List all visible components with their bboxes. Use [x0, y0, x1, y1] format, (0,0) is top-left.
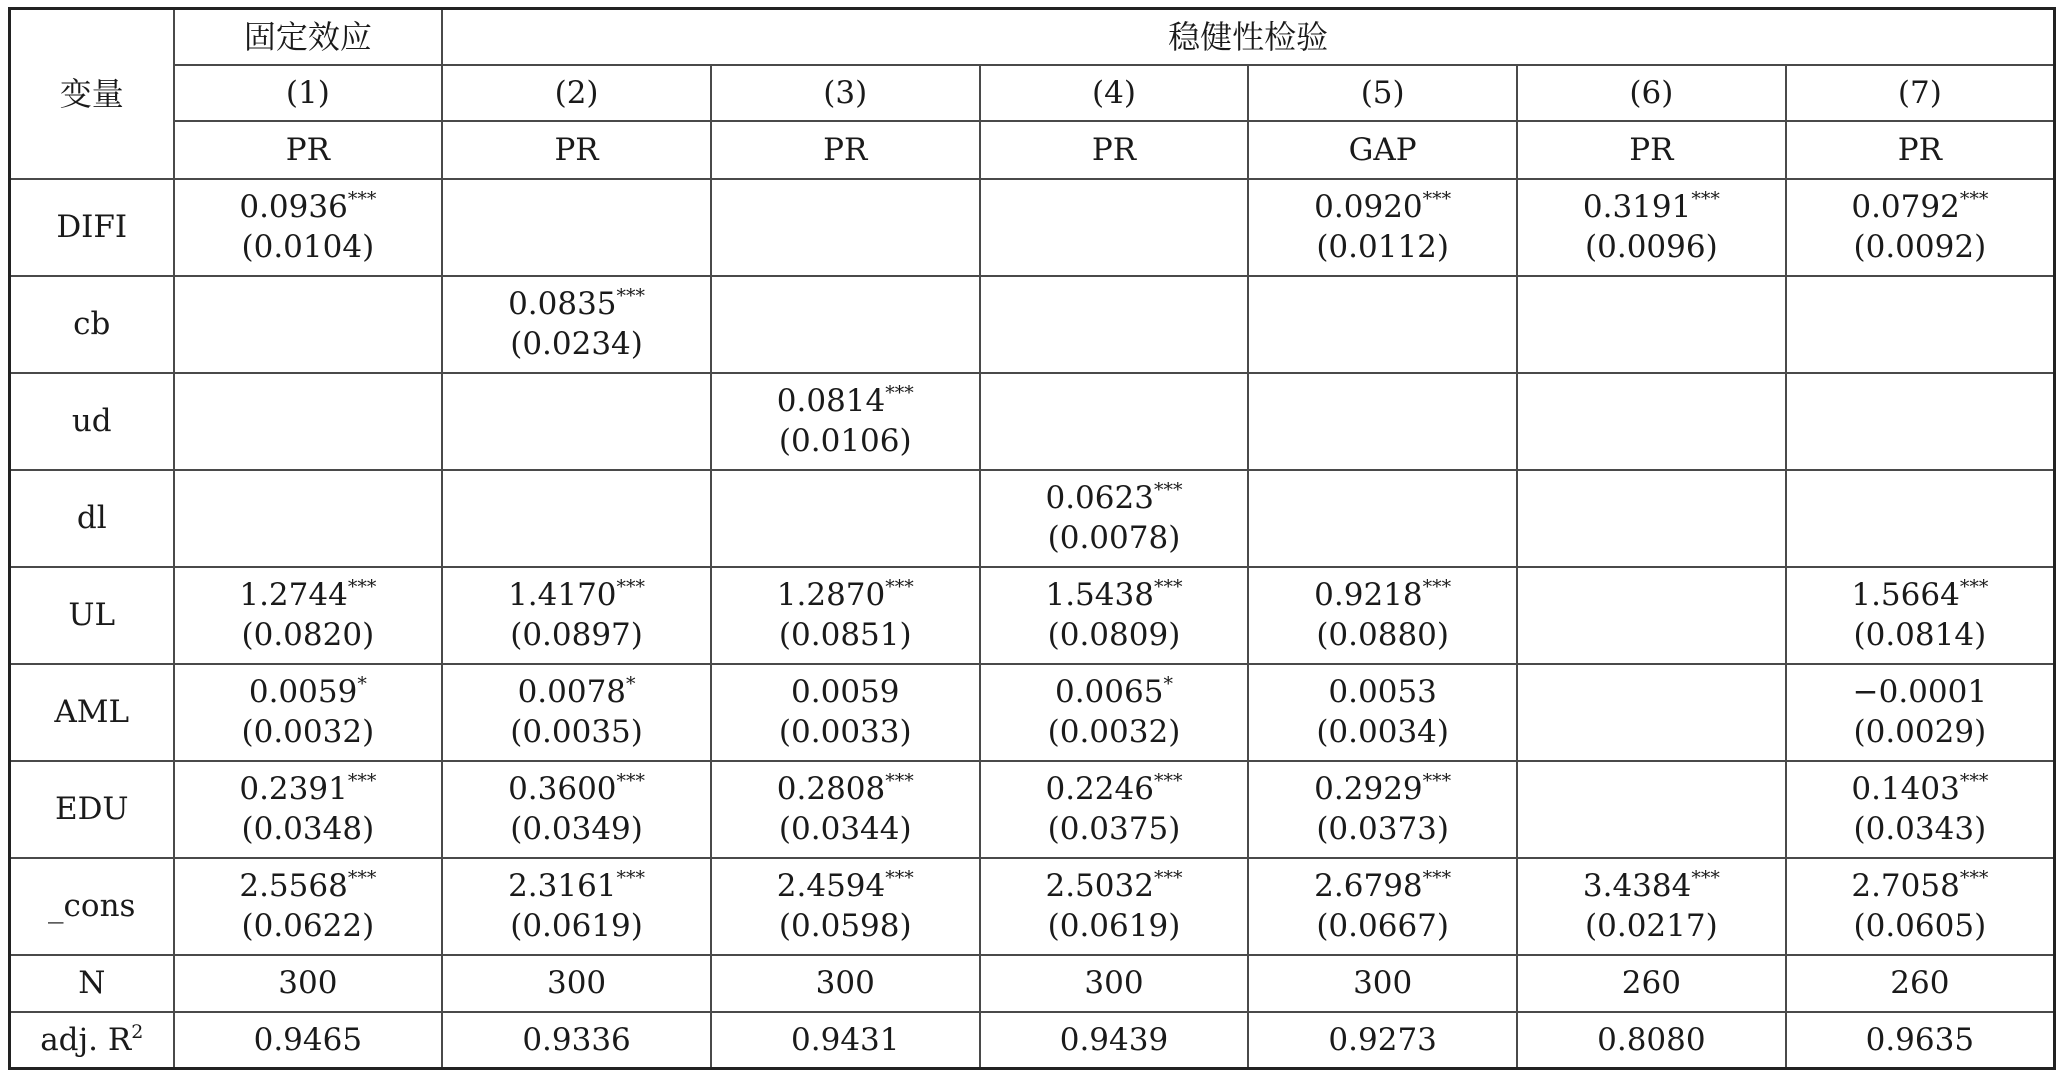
coefficient-line — [175, 575, 442, 615]
standard-error: (0.0622) — [241, 908, 375, 944]
significance-stars: *** — [885, 867, 914, 889]
variable-row — [10, 179, 2055, 276]
coefficient-cell — [980, 567, 1249, 664]
adj-r2-value: 0.9439 — [980, 1012, 1249, 1069]
coefficient-value: 2.7058 — [1851, 868, 1960, 904]
coefficient-cell — [442, 664, 711, 761]
coefficient-value: −0.0001 — [1852, 674, 1988, 710]
variable-header: 变量 — [10, 9, 174, 179]
variable-name: EDU — [10, 761, 174, 858]
coefficient-cell — [174, 373, 443, 470]
observations-row — [10, 955, 2055, 1012]
significance-stars: *** — [1422, 576, 1452, 598]
standard-error: (0.0104) — [241, 229, 375, 265]
standard-error: (0.0112) — [1316, 229, 1449, 265]
significance-stars: *** — [1153, 479, 1183, 501]
significance-stars: *** — [616, 867, 646, 889]
standard-error: (0.0880) — [1316, 617, 1449, 653]
observations-value: 300 — [980, 955, 1249, 1012]
group-header-robustness: 稳健性检验 — [442, 9, 2054, 65]
coefficient-line — [712, 769, 979, 809]
significance-stars: * — [626, 673, 636, 695]
coefficient-cell — [711, 373, 980, 470]
coefficient-value: 0.0065 — [1054, 674, 1164, 710]
adj-r2-superscript: 2 — [131, 1020, 144, 1043]
column-number: (7) — [1786, 65, 2055, 121]
adj-r2-value: 0.9273 — [1248, 1012, 1517, 1069]
significance-stars: *** — [885, 382, 914, 404]
header-row-groups — [10, 9, 2055, 65]
coefficient-cell — [1517, 179, 1786, 276]
coefficient-value: 0.0936 — [239, 189, 348, 225]
coefficient-cell — [442, 761, 711, 858]
variable-row — [10, 276, 2055, 373]
coefficient-line — [443, 575, 710, 615]
coefficient-cell — [711, 179, 980, 276]
coefficient-cell — [442, 567, 711, 664]
standard-error: (0.0598) — [778, 908, 912, 944]
row-label-n: N — [10, 955, 174, 1012]
standard-error: (0.0375) — [1047, 811, 1181, 847]
coefficient-value: 2.4594 — [776, 868, 886, 904]
standard-error: (0.0619) — [510, 908, 643, 944]
standard-error: (0.0092) — [1853, 229, 1987, 265]
adj-r2-row — [10, 1012, 2055, 1069]
coefficient-line — [443, 672, 710, 712]
coefficient-cell — [174, 567, 443, 664]
coefficient-cell — [1248, 567, 1517, 664]
coefficient-cell — [1517, 858, 1786, 955]
coefficient-cell — [1517, 276, 1786, 373]
coefficient-cell — [980, 664, 1249, 761]
observations-value: 300 — [711, 955, 980, 1012]
coefficient-cell — [711, 276, 980, 373]
standard-error: (0.0349) — [510, 811, 643, 847]
variable-name: dl — [10, 470, 174, 567]
coefficient-line — [1787, 769, 2053, 809]
significance-stars: *** — [616, 576, 646, 598]
variable-row — [10, 858, 2055, 955]
coefficient-value: 1.2744 — [239, 577, 348, 613]
coefficient-cell — [1248, 761, 1517, 858]
dependent-variable: PR — [711, 121, 980, 179]
standard-error: (0.0605) — [1853, 908, 1987, 944]
standard-error: (0.0035) — [510, 714, 643, 750]
column-number: (5) — [1248, 65, 1517, 121]
coefficient-value: 2.3161 — [508, 868, 617, 904]
coefficient-line — [1518, 866, 1785, 906]
significance-stars: *** — [1691, 867, 1720, 889]
coefficient-line — [981, 575, 1248, 615]
coefficient-line — [1518, 187, 1785, 227]
coefficient-line — [443, 866, 710, 906]
coefficient-value: 0.1403 — [1851, 771, 1960, 807]
variable-name: UL — [10, 567, 174, 664]
coefficient-cell — [711, 664, 980, 761]
adj-r2-value: 0.8080 — [1517, 1012, 1786, 1069]
significance-stars: *** — [1422, 770, 1452, 792]
coefficient-line — [712, 866, 979, 906]
significance-stars: * — [357, 673, 367, 695]
variable-row — [10, 567, 2055, 664]
significance-stars: *** — [1959, 770, 1989, 792]
coefficient-line — [1249, 187, 1516, 227]
variable-row — [10, 470, 2055, 567]
coefficient-line — [1787, 866, 2053, 906]
column-number: (2) — [442, 65, 711, 121]
adj-r2-value: 0.9431 — [711, 1012, 980, 1069]
coefficient-value: 2.5032 — [1045, 868, 1154, 904]
standard-error: (0.0619) — [1047, 908, 1181, 944]
significance-stars: *** — [347, 188, 377, 210]
coefficient-cell — [980, 373, 1249, 470]
coefficient-value: 0.3600 — [508, 771, 617, 807]
coefficient-cell — [1517, 470, 1786, 567]
significance-stars: *** — [1959, 867, 1989, 889]
coefficient-line — [1787, 187, 2053, 227]
column-number: (3) — [711, 65, 980, 121]
coefficient-cell — [980, 761, 1249, 858]
coefficient-cell — [174, 179, 443, 276]
coefficient-line — [1787, 672, 2053, 712]
significance-stars: *** — [1153, 576, 1183, 598]
coefficient-cell — [1786, 761, 2055, 858]
significance-stars: *** — [1959, 188, 1989, 210]
standard-error: (0.0809) — [1047, 617, 1181, 653]
coefficient-value: 0.0059 — [248, 674, 358, 710]
coefficient-line — [1249, 672, 1516, 712]
dependent-variable: PR — [442, 121, 711, 179]
coefficient-cell — [1786, 567, 2055, 664]
standard-error: (0.0029) — [1853, 714, 1987, 750]
coefficient-value: 2.6798 — [1314, 868, 1423, 904]
coefficient-cell — [442, 179, 711, 276]
coefficient-cell — [1786, 373, 2055, 470]
coefficient-cell — [1248, 179, 1517, 276]
adj-r2-value: 0.9465 — [174, 1012, 443, 1069]
significance-stars: *** — [347, 867, 377, 889]
coefficient-line — [981, 672, 1248, 712]
coefficient-value: 1.5664 — [1851, 577, 1960, 613]
coefficient-value: 0.0792 — [1851, 189, 1960, 225]
significance-stars: *** — [1959, 576, 1989, 598]
coefficient-cell — [442, 373, 711, 470]
dependent-variable: PR — [980, 121, 1249, 179]
coefficient-cell — [1248, 858, 1517, 955]
variable-name: _cons — [10, 858, 174, 955]
coefficient-cell — [1786, 276, 2055, 373]
variable-row — [10, 664, 2055, 761]
coefficient-cell — [174, 664, 443, 761]
coefficient-value: 0.0623 — [1045, 480, 1154, 516]
header-row-columns — [10, 65, 2055, 121]
coefficient-cell — [980, 179, 1249, 276]
coefficient-line — [175, 866, 442, 906]
coefficient-cell — [1517, 567, 1786, 664]
coefficient-cell — [174, 276, 443, 373]
coefficient-cell — [711, 470, 980, 567]
standard-error: (0.0348) — [241, 811, 375, 847]
significance-stars: * — [1163, 673, 1173, 695]
standard-error: (0.0033) — [778, 714, 912, 750]
coefficient-cell — [711, 567, 980, 664]
observations-value: 300 — [1248, 955, 1517, 1012]
coefficient-value: 0.0059 — [791, 674, 900, 710]
coefficient-line — [981, 769, 1248, 809]
coefficient-cell — [442, 276, 711, 373]
standard-error: (0.0820) — [241, 617, 375, 653]
coefficient-line — [981, 478, 1248, 518]
standard-error: (0.0897) — [510, 617, 643, 653]
coefficient-cell — [711, 761, 980, 858]
coefficient-line — [443, 284, 710, 324]
dependent-variable: PR — [1517, 121, 1786, 179]
standard-error: (0.0344) — [778, 811, 912, 847]
standard-error: (0.0343) — [1853, 811, 1987, 847]
coefficient-line — [175, 672, 442, 712]
coefficient-cell — [1786, 470, 2055, 567]
adj-r2-value: 0.9635 — [1786, 1012, 2055, 1069]
significance-stars: *** — [1691, 188, 1720, 210]
coefficient-cell — [174, 470, 443, 567]
coefficient-value: 0.2246 — [1045, 771, 1154, 807]
standard-error: (0.0234) — [510, 326, 643, 362]
coefficient-cell — [1517, 761, 1786, 858]
coefficient-value: 0.0078 — [517, 674, 627, 710]
coefficient-cell — [174, 761, 443, 858]
coefficient-value: 0.0920 — [1314, 189, 1423, 225]
group-header-fixed-effects: 固定效应 — [174, 9, 443, 65]
coefficient-cell — [1248, 373, 1517, 470]
coefficient-line — [175, 769, 442, 809]
column-number: (4) — [980, 65, 1249, 121]
coefficient-value: 0.0835 — [508, 286, 617, 322]
variable-row — [10, 761, 2055, 858]
coefficient-line — [981, 866, 1248, 906]
observations-value: 260 — [1786, 955, 2055, 1012]
column-number: (1) — [174, 65, 443, 121]
variable-name: AML — [10, 664, 174, 761]
coefficient-value: 1.2870 — [776, 577, 886, 613]
significance-stars: *** — [616, 285, 646, 307]
coefficient-cell — [1517, 664, 1786, 761]
coefficient-value: 0.2391 — [239, 771, 348, 807]
dependent-variable: GAP — [1248, 121, 1517, 179]
coefficient-cell — [980, 858, 1249, 955]
coefficient-value: 0.2929 — [1314, 771, 1423, 807]
variable-name: DIFI — [10, 179, 174, 276]
coefficient-line — [712, 381, 979, 421]
coefficient-value: 0.2808 — [776, 771, 886, 807]
coefficient-cell — [1248, 276, 1517, 373]
standard-error: (0.0667) — [1316, 908, 1449, 944]
variable-name: ud — [10, 373, 174, 470]
observations-value: 300 — [442, 955, 711, 1012]
significance-stars: *** — [885, 576, 914, 598]
standard-error: (0.0078) — [1047, 520, 1181, 556]
dependent-variable: PR — [1786, 121, 2055, 179]
variable-name: cb — [10, 276, 174, 373]
row-label-adj-r2 — [10, 1012, 174, 1069]
observations-value: 260 — [1517, 955, 1786, 1012]
coefficient-cell — [174, 858, 443, 955]
standard-error: (0.0106) — [778, 423, 912, 459]
coefficient-value: 0.9218 — [1314, 577, 1423, 613]
standard-error: (0.0096) — [1585, 229, 1718, 265]
standard-error: (0.0851) — [778, 617, 912, 653]
coefficient-cell — [442, 470, 711, 567]
coefficient-line — [1787, 575, 2053, 615]
coefficient-value: 0.0814 — [776, 383, 886, 419]
coefficient-value: 2.5568 — [239, 868, 348, 904]
significance-stars: *** — [1153, 867, 1183, 889]
standard-error: (0.0373) — [1316, 811, 1449, 847]
coefficient-cell — [711, 858, 980, 955]
significance-stars: *** — [885, 770, 914, 792]
adj-r2-value: 0.9336 — [442, 1012, 711, 1069]
coefficient-value: 1.4170 — [508, 577, 617, 613]
variable-row — [10, 373, 2055, 470]
coefficient-cell — [980, 276, 1249, 373]
coefficient-cell — [1248, 470, 1517, 567]
coefficient-cell — [442, 858, 711, 955]
coefficient-value: 1.5438 — [1045, 577, 1154, 613]
observations-value: 300 — [174, 955, 443, 1012]
header-row-dep-vars — [10, 121, 2055, 179]
coefficient-line — [712, 672, 979, 712]
adj-r2-label: adj. R — [40, 1021, 132, 1058]
coefficient-rows — [10, 179, 2055, 955]
significance-stars: *** — [1153, 770, 1183, 792]
standard-error: (0.0032) — [241, 714, 375, 750]
coefficient-line — [1249, 575, 1516, 615]
dependent-variable: PR — [174, 121, 443, 179]
coefficient-cell — [980, 470, 1249, 567]
coefficient-line — [443, 769, 710, 809]
coefficient-cell — [1786, 858, 2055, 955]
coefficient-cell — [1786, 179, 2055, 276]
standard-error: (0.0034) — [1316, 714, 1449, 750]
coefficient-line — [175, 187, 442, 227]
coefficient-value: 0.0053 — [1328, 674, 1437, 710]
coefficient-line — [1249, 866, 1516, 906]
coefficient-cell — [1517, 373, 1786, 470]
significance-stars: *** — [616, 770, 646, 792]
regression-table — [8, 7, 2056, 1070]
standard-error: (0.0814) — [1853, 617, 1987, 653]
standard-error: (0.0217) — [1585, 908, 1718, 944]
coefficient-cell — [1248, 664, 1517, 761]
significance-stars: *** — [347, 576, 377, 598]
coefficient-line — [1249, 769, 1516, 809]
column-number: (6) — [1517, 65, 1786, 121]
standard-error: (0.0032) — [1047, 714, 1181, 750]
coefficient-value: 0.3191 — [1582, 189, 1692, 225]
coefficient-cell — [1786, 664, 2055, 761]
coefficient-value: 3.4384 — [1582, 868, 1692, 904]
significance-stars: *** — [347, 770, 377, 792]
significance-stars: *** — [1422, 867, 1452, 889]
coefficient-line — [712, 575, 979, 615]
significance-stars: *** — [1422, 188, 1452, 210]
